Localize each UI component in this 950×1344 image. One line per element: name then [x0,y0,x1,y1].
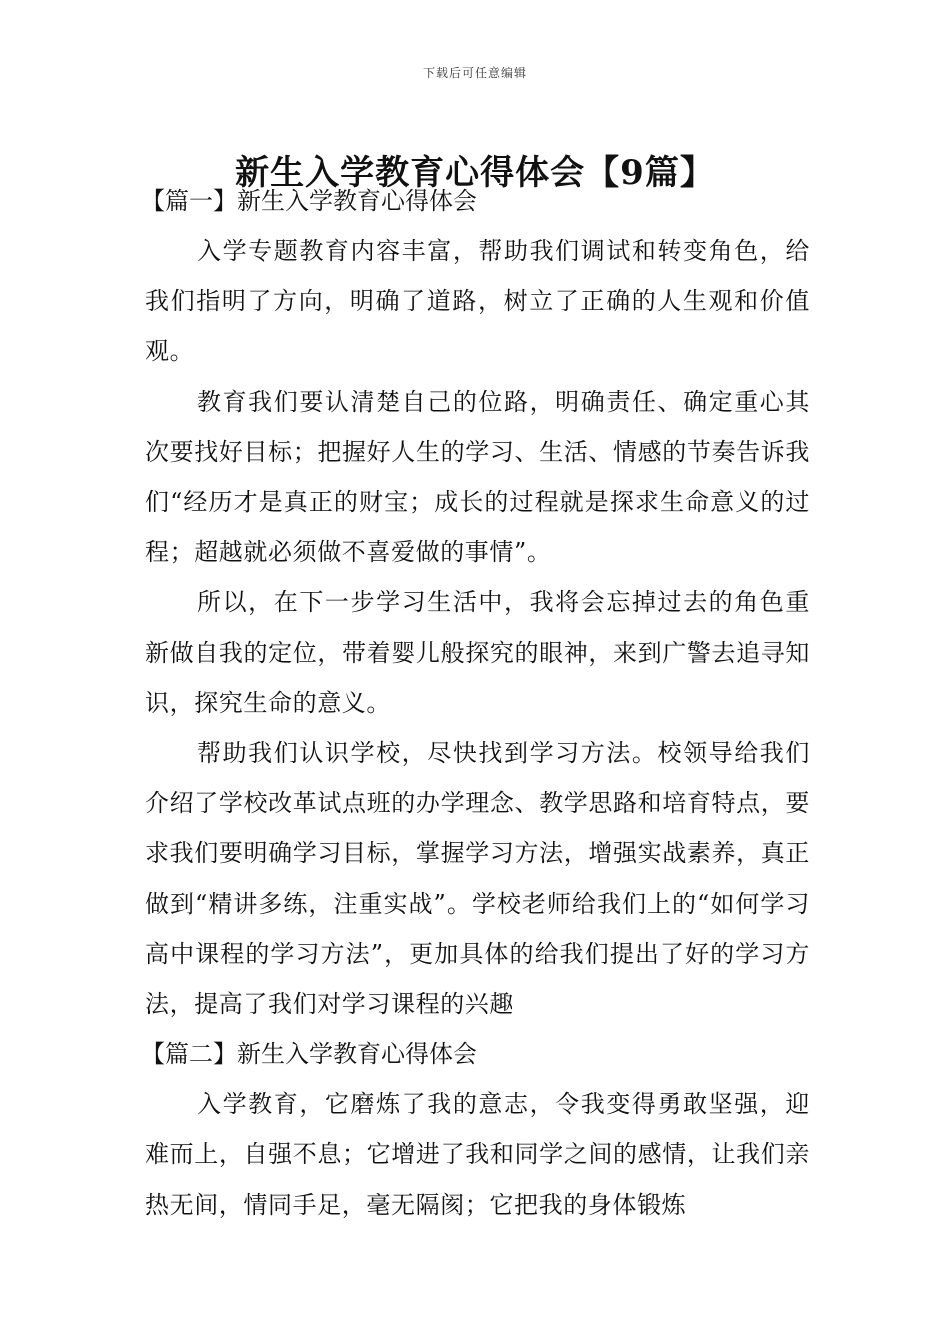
paragraph: 教育我们要认清楚自己的位路，明确责任、确定重心其次要找好目标；把握好人生的学习、生活、情感的节奏告诉我们“经历才是真正的财宝；成长的过程就是探求生命意义的过程；超越就必须做不喜爱做的事情”。 [145,387,810,567]
section-1 [141,176,810,1029]
paragraph: 入学专题教育内容丰富，帮助我们调试和转变角色，给我们指明了方向，明确了道路，树立了正确的人生观和价值观。 [145,237,810,366]
section-heading: 【篇一】新生入学教育心得体会 [141,187,477,215]
section-heading: 【篇二】新生入学教育心得体会 [141,1040,477,1069]
section-2 [141,1029,810,1230]
document-body [141,176,810,1230]
paragraph: 入学教育，它磨炼了我的意志，令我变得勇敢坚强，迎难而上，自强不息；它增进了我和同学之间的感情，让我们亲热无间，情同手足，毫无隔阂；它把我的身体锻炼 [145,1090,810,1219]
paragraph: 帮助我们认识学校，尽快找到学习方法。校领导给我们介绍了学校改革试点班的办学理念、教学思路和培育特点，要求我们要明确学习目标，掌握学习方法，增强实战素养，真正做到“精讲多练，注重实战”。学校老师给我们上的“如何学习高中课程的学习方法”，更加具体的给我们提出了好的学习方法，提高了我们对学习课程的兴趣 [145,739,810,1019]
page-header-note: 下载后可任意编辑 [422,66,527,80]
document-title: 新生入学教育心得体会【9篇】 [235,152,715,193]
paragraph: 所以，在下一步学习生活中，我将会忘掉过去的角色重新做自我的定位，带着婴儿般探究的眼神，来到广警去追寻知识，探究生命的意义。 [145,588,810,717]
